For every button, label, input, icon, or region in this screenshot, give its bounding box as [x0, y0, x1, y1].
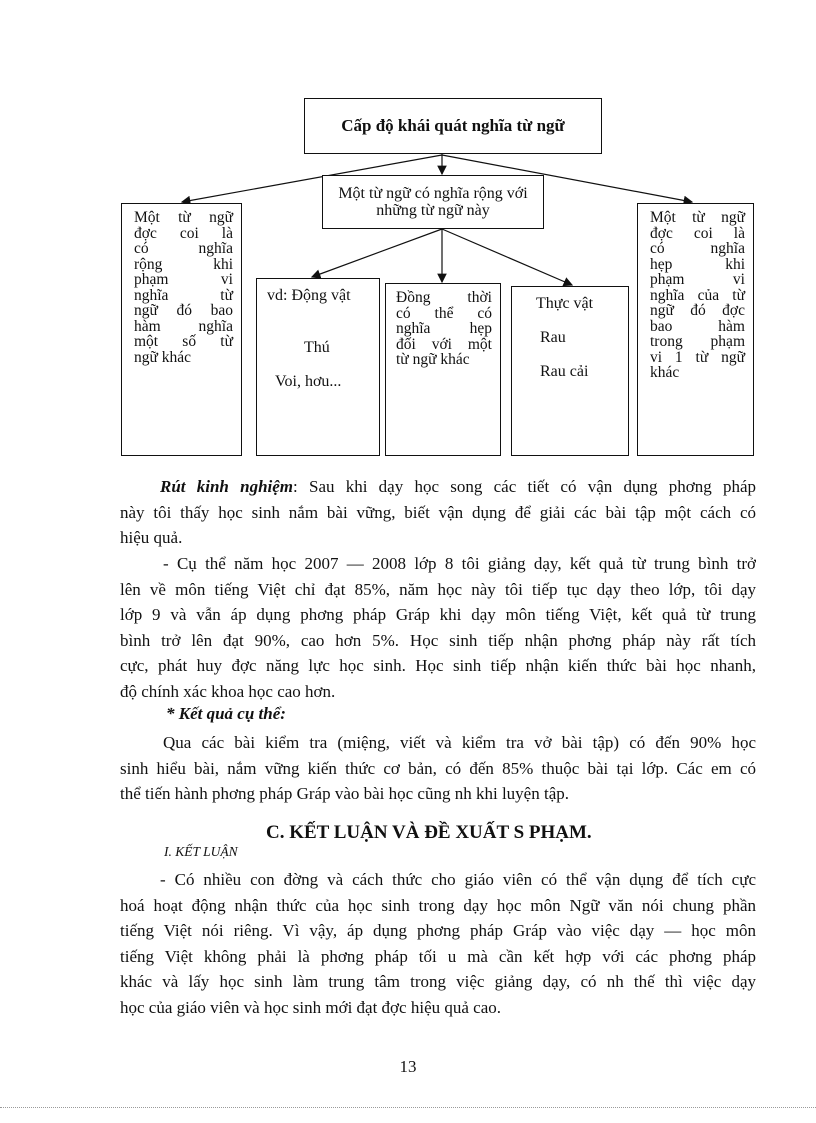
left-line: ngữ khác — [134, 348, 192, 366]
text-line: : Sau khi dạy học song các tiết có vận dụng phơng pháp — [293, 477, 756, 496]
left-line: một số từ — [134, 333, 233, 350]
text-line: - Cụ thể năm học 2007 — 2008 lớp 8 tôi giảng dạy, kết quả từ trung bình trở — [163, 554, 756, 573]
text-line: học của giáo viên và học sinh mới đạt đợc hiệu quả cao. — [120, 997, 501, 1017]
right-line: có nghĩa — [650, 240, 745, 257]
right-line: trong phạm — [650, 333, 745, 350]
section-c-heading: C. KẾT LUẬN VÀ ĐỀ XUẤT S PHẠM. — [266, 822, 592, 843]
right-line: khác — [650, 364, 680, 381]
text-line: hoá hoạt động nhận thức của học sinh trong dạy học môn Ngữ văn nói chung phần — [120, 895, 756, 915]
diagram-title-box — [304, 98, 602, 154]
left-line: rộng khi — [134, 255, 233, 273]
diagram-title: Cấp độ khái quát nghĩa từ ngữ — [341, 116, 565, 135]
right-line: ngữ đó đợc — [650, 302, 745, 319]
left-line: phạm vi — [134, 271, 233, 288]
text-line: độ chính xác khoa học cao hơn. — [120, 681, 336, 701]
diagram-middle-text: Một từ ngữ có nghĩa rộng với những từ ngữ này — [338, 185, 528, 219]
text-line: cực, phát huy đợc năng lực học sinh. Học sinh tiếp nhận kiến thức bài học nhanh, — [120, 656, 756, 676]
arrow-middle-to-veg — [442, 229, 572, 285]
right-line: vi 1 từ ngữ — [650, 348, 745, 366]
example-animal: vd: Động vật — [267, 287, 351, 304]
text-line: khác và lấy học sinh làm trung tâm trong việc giảng dạy, có nh thế thì việc dạy — [120, 972, 756, 992]
arrow-middle-to-example — [312, 229, 442, 277]
both-line: Đồng thời — [396, 289, 492, 306]
diagram-veg-box — [511, 286, 629, 456]
example-elephant: Voi, hơu... — [275, 373, 342, 390]
paragraph-conclusion — [120, 867, 756, 1021]
left-line: hàm nghĩa — [134, 317, 233, 335]
diagram-left-box — [121, 203, 242, 456]
right-line: đợc coi là — [650, 224, 745, 242]
text-line: bình trở lên đạt 90%, cao hơn 5%. Học sinh tiếp nhận phơng pháp này rất tích — [120, 630, 756, 650]
veg-vegetable: Rau — [540, 329, 566, 346]
text-line: tiếng Việt nói riêng. Vì vậy, áp dụng phơng pháp Gráp vào việc dạy — học môn — [120, 921, 756, 941]
experience-lead: Rút kinh nghiệm — [160, 477, 294, 496]
left-line: có nghĩa — [134, 240, 233, 257]
footer-divider — [0, 1107, 816, 1108]
left-line: nghĩa từ — [134, 286, 233, 304]
text-line: lớp 9 và vẫn áp dụng phơng pháp Gráp khi dạy môn tiếng Việt, kết quả từ trung — [120, 605, 756, 625]
text-line: tiếng Việt không phải là phơng pháp tối u mà cần kết hợp với các phơng pháp — [120, 946, 756, 966]
veg-cabbage: Rau cải — [540, 363, 589, 380]
left-line: ngữ đó bao — [134, 302, 233, 319]
right-line: Một từ ngữ — [650, 209, 745, 226]
diagram-middle-box — [322, 175, 544, 229]
paragraph-results-detail — [120, 551, 756, 705]
example-mammal: Thú — [304, 339, 330, 356]
section-i-heading: I. KẾT LUẬN — [164, 844, 238, 859]
page-number: 13 — [399, 1057, 417, 1076]
both-line: đối với một — [396, 335, 492, 353]
diagram-right-box — [637, 203, 754, 456]
diagram-both-box — [385, 283, 501, 456]
both-line: từ ngữ khác — [396, 351, 470, 368]
text-line: hiệu quả. — [120, 528, 183, 548]
text-line: này tôi thấy học sinh nắm bài vững, biết vận dụng để giải các bài tập một cách có — [120, 502, 756, 522]
text-line: sinh hiểu bài, nắm vững kiến thức cơ bản, có đến 85% thuộc bài tại lớp. Các em có — [120, 758, 756, 778]
diagram-example-box — [256, 278, 380, 456]
veg-plant: Thực vật — [536, 295, 594, 312]
text-line: - Có nhiều con đờng và cách thức cho giáo viên có thể vận dụng để tích cực — [160, 870, 756, 889]
left-line: Một từ ngữ — [134, 209, 233, 226]
text-line: lên về môn tiếng Việt chỉ đạt 85%, năm học này tôi tiếp tục dạy theo lớp, tôi dạy — [120, 579, 756, 599]
left-line: đợc coi là — [134, 224, 233, 242]
results-heading: * Kết quả cụ thể: — [166, 704, 286, 723]
both-line: có thể có — [396, 304, 492, 322]
paragraph-experience — [120, 474, 756, 551]
both-line: nghĩa hẹp — [396, 320, 492, 337]
text-line: thể tiến hành phơng pháp Gráp vào bài học cũng nh khi luyện tập. — [120, 784, 569, 804]
right-line: nghĩa của từ — [650, 286, 745, 304]
right-line: hẹp khi — [650, 255, 745, 273]
right-line: phạm vi — [650, 271, 745, 288]
paragraph-results — [120, 730, 756, 807]
right-line: bao hàm — [650, 317, 745, 335]
text-line: Qua các bài kiểm tra (miệng, viết và kiểm tra vở bài tập) có đến 90% học — [163, 733, 756, 752]
